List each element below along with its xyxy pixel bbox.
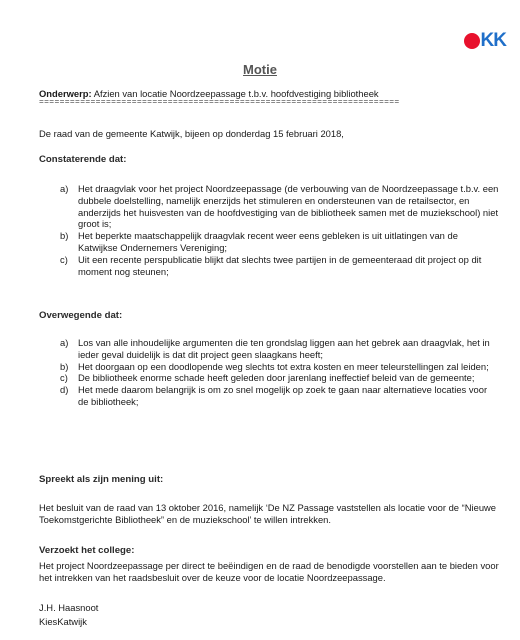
document-title: Motie <box>243 62 277 77</box>
list-item <box>60 361 500 373</box>
list-marker: a) <box>60 183 69 194</box>
list-item-text: Het beperkte maatschappelijk draagvlak recent weer eens gebleken is uit uitlatingen van de Katwijkse Ondernemers Vereniging; <box>78 230 458 253</box>
list-item <box>60 372 500 384</box>
list-marker: c) <box>60 372 68 384</box>
separator-rule: ====================================================================== <box>39 98 400 107</box>
constaterende-heading: Constaterende dat: <box>39 154 127 165</box>
list-item <box>60 183 500 230</box>
list-marker: d) <box>60 384 69 396</box>
list-marker: a) <box>60 337 69 348</box>
intro-text: De raad van de gemeente Katwijk, bijeen op donderdag 15 februari 2018, <box>39 128 344 139</box>
subject-label: Onderwerp: <box>39 88 92 99</box>
party-logo <box>464 32 506 50</box>
spreekt-heading: Spreekt als zijn mening uit: <box>39 474 164 485</box>
list-marker: b) <box>60 230 69 242</box>
list-item-text: Het draagvlak voor het project Noordzeepassage (de verbouwing van de Noordzeepassage t.b.v. een dubbele doelstelling, namelijk enerzijds het stimuleren en ondersteunen van de retailsector, en anderzijds het huisvesten van de hoofdvestiging van de bibliotheek samen met de muziekschool) niet groot is; <box>78 183 499 230</box>
verzoekt-text: Het project Noordzeepassage per direct te beëindigen en de raad de benodigde voorstellen aan te bieden voor het intrekken van het raadsbesluit over de keuze voor de locatie Noordzeepassage. <box>39 560 499 583</box>
list-item <box>60 254 500 278</box>
logo-dot-icon <box>464 33 480 49</box>
list-item-text: Het mede daarom belangrijk is om zo snel mogelijk op zoek te gaan naar alternatieve locaties voor de bibliotheek; <box>78 384 488 407</box>
subject-text: Afzien van locatie Noordzeepassage t.b.v. hoofdvestiging bibliotheek <box>91 88 379 99</box>
signature-party: KiesKatwijk <box>39 616 87 627</box>
list-item <box>60 230 500 254</box>
logo-letters: KK <box>480 30 506 51</box>
list-item-text: Het doorgaan op een doodlopende weg slechts tot extra kosten en meer teleurstellingen zal leiden; <box>78 360 489 372</box>
overwegende-heading: Overwegende dat: <box>39 310 123 321</box>
verzoekt-heading: Verzoekt het college: <box>39 545 135 556</box>
list-marker: c) <box>60 253 68 265</box>
list-marker: b) <box>60 360 69 372</box>
constaterende-list <box>60 183 500 277</box>
list-item-text: Los van alle inhoudelijke argumenten die ten grondslag liggen aan het gebrek aan draagvlak, het in ieder geval duidelijk is dat dit project geen slaagkans heeft; <box>78 337 490 360</box>
list-item <box>60 337 500 361</box>
list-item-text: Uit een recente perspublicatie blijkt dat slechts twee partijen in de gemeenteraad dit project op dit moment nog steunen; <box>78 253 482 277</box>
spreekt-text: Het besluit van de raad van 13 oktober 2016, namelijk ‘De NZ Passage vaststellen als locatie voor de “Nieuwe Toekomstgerichte Bibliotheek” en de muziekschool’ te willen intrekken. <box>39 502 497 525</box>
overwegende-list <box>60 337 500 408</box>
list-item-text: De bibliotheek enorme schade heeft geleden door jarenlang ineffectief beleid van de gemeente; <box>78 372 475 384</box>
list-item <box>60 384 500 408</box>
signature-name: J.H. Haasnoot <box>39 602 99 613</box>
